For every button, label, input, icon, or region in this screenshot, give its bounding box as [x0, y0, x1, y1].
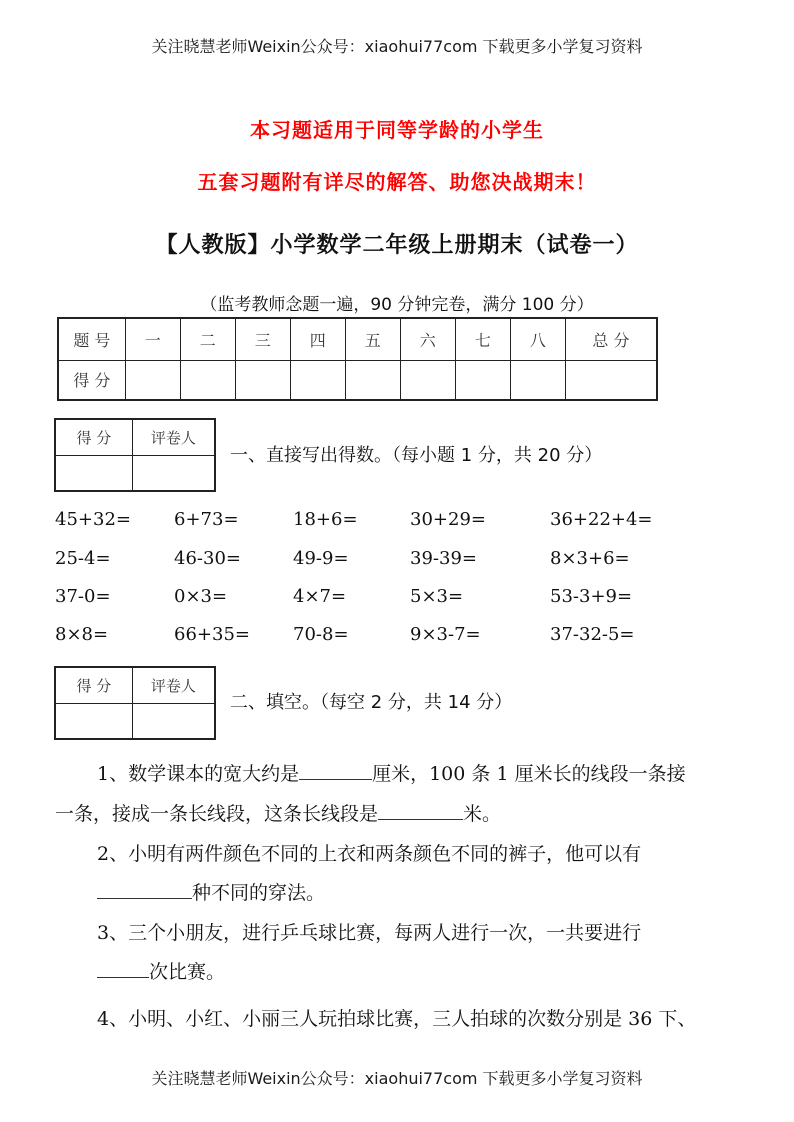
col-header-6: 六: [400, 318, 455, 360]
calc-item: 45+32=: [55, 509, 131, 530]
grader-score-cell[interactable]: [55, 455, 132, 491]
col-header-total: 总 分: [565, 318, 657, 360]
calc-item: 53-3+9=: [550, 586, 633, 607]
calc-item: 6+73=: [174, 509, 239, 530]
question-text: 种不同的穿法。: [192, 882, 326, 904]
score-cell-2[interactable]: [180, 360, 235, 400]
question-text: 1、数学课本的宽大约是: [97, 763, 300, 785]
row-label-score: 得 分: [58, 360, 125, 400]
calc-item: 37-0=: [55, 586, 111, 607]
answer-blank[interactable]: [299, 778, 372, 780]
promo-line-2: 五套习题附有详尽的解答、助您决战期末！: [197, 170, 597, 194]
grader-name-cell[interactable]: [132, 703, 215, 739]
grader-score-cell[interactable]: [55, 703, 132, 739]
question-3-line-2: [97, 953, 225, 991]
calc-item: 36+22+4=: [550, 509, 653, 530]
score-cell-8[interactable]: [510, 360, 565, 400]
score-cell-total[interactable]: [565, 360, 657, 400]
grader-score-label: 得 分: [55, 419, 132, 455]
calc-item: 39-39=: [410, 548, 477, 569]
grader-name-cell[interactable]: [132, 455, 215, 491]
calc-item: 37-32-5=: [550, 624, 635, 645]
promo-line-1: 本习题适用于同等学龄的小学生: [250, 118, 544, 142]
calc-item: 30+29=: [410, 509, 486, 530]
score-table: [57, 317, 658, 401]
calc-item: 0×3=: [174, 586, 228, 607]
grader-box-section-2: [54, 666, 216, 740]
calc-item: 49-9=: [293, 548, 349, 569]
calc-item: 66+35=: [174, 624, 250, 645]
col-header-5: 五: [345, 318, 400, 360]
section-2-heading: 二、填空。（每空 2 分，共 14 分）: [230, 692, 513, 713]
section-1-heading: 一、直接写出得数。（每小题 1 分，共 20 分）: [230, 445, 603, 466]
question-2-line-2: [97, 874, 325, 912]
header-banner: 关注晓慧老师Weixin公众号：xiaohui77com 下载更多小学复习资料: [151, 37, 643, 56]
grader-score-label: 得 分: [55, 667, 132, 703]
calc-item: 8×8=: [55, 624, 109, 645]
calc-item: 8×3+6=: [550, 548, 630, 569]
calc-item: 5×3=: [410, 586, 464, 607]
score-cell-1[interactable]: [125, 360, 180, 400]
answer-blank[interactable]: [97, 897, 192, 899]
col-header-1: 一: [125, 318, 180, 360]
col-header-7: 七: [455, 318, 510, 360]
question-2-line-1: [97, 835, 641, 873]
calc-item: 4×7=: [293, 586, 347, 607]
col-header-4: 四: [290, 318, 345, 360]
question-text: 次比赛。: [149, 961, 226, 983]
calc-item: 18+6=: [293, 509, 358, 530]
exam-instructions: （监考教师念题一遍，90 分钟完卷，满分 100 分）: [200, 295, 594, 315]
col-header-3: 三: [235, 318, 290, 360]
row-label-question-number: 题 号: [58, 318, 125, 360]
question-text: 2、小明有两件颜色不同的上衣和两条颜色不同的裤子，他可以有: [97, 843, 642, 865]
question-text: 4、小明、小红、小丽三人玩拍球比赛，三人拍球的次数分别是 36 下、: [97, 1008, 697, 1030]
question-4-line-1: [97, 1000, 696, 1038]
page-title: 【人教版】小学数学二年级上册期末（试卷一）: [155, 233, 639, 258]
score-cell-7[interactable]: [455, 360, 510, 400]
question-text: 厘米，100 条 1 厘米长的线段一条接: [372, 763, 686, 785]
calc-item: 46-30=: [174, 548, 241, 569]
question-text: 3、三个小朋友，进行乒乓球比赛，每两人进行一次，一共要进行: [97, 922, 642, 944]
calc-item: 9×3-7=: [410, 624, 481, 645]
question-text: 米。: [463, 803, 502, 825]
col-header-2: 二: [180, 318, 235, 360]
question-1-line-2: [55, 795, 501, 833]
footer-banner: 关注晓慧老师Weixin公众号：xiaohui77com 下载更多小学复习资料: [151, 1069, 643, 1088]
answer-blank[interactable]: [378, 818, 463, 820]
question-text: 一条，接成一条长线段，这条长线段是: [55, 803, 379, 825]
calc-item: 25-4=: [55, 548, 111, 569]
score-cell-5[interactable]: [345, 360, 400, 400]
question-3-line-1: [97, 914, 641, 952]
col-header-8: 八: [510, 318, 565, 360]
answer-blank[interactable]: [97, 976, 149, 978]
grader-name-label: 评卷人: [132, 667, 215, 703]
question-1-line-1: [97, 755, 686, 793]
score-cell-4[interactable]: [290, 360, 345, 400]
grader-name-label: 评卷人: [132, 419, 215, 455]
calc-item: 70-8=: [293, 624, 349, 645]
score-cell-3[interactable]: [235, 360, 290, 400]
score-cell-6[interactable]: [400, 360, 455, 400]
grader-box-section-1: [54, 418, 216, 492]
